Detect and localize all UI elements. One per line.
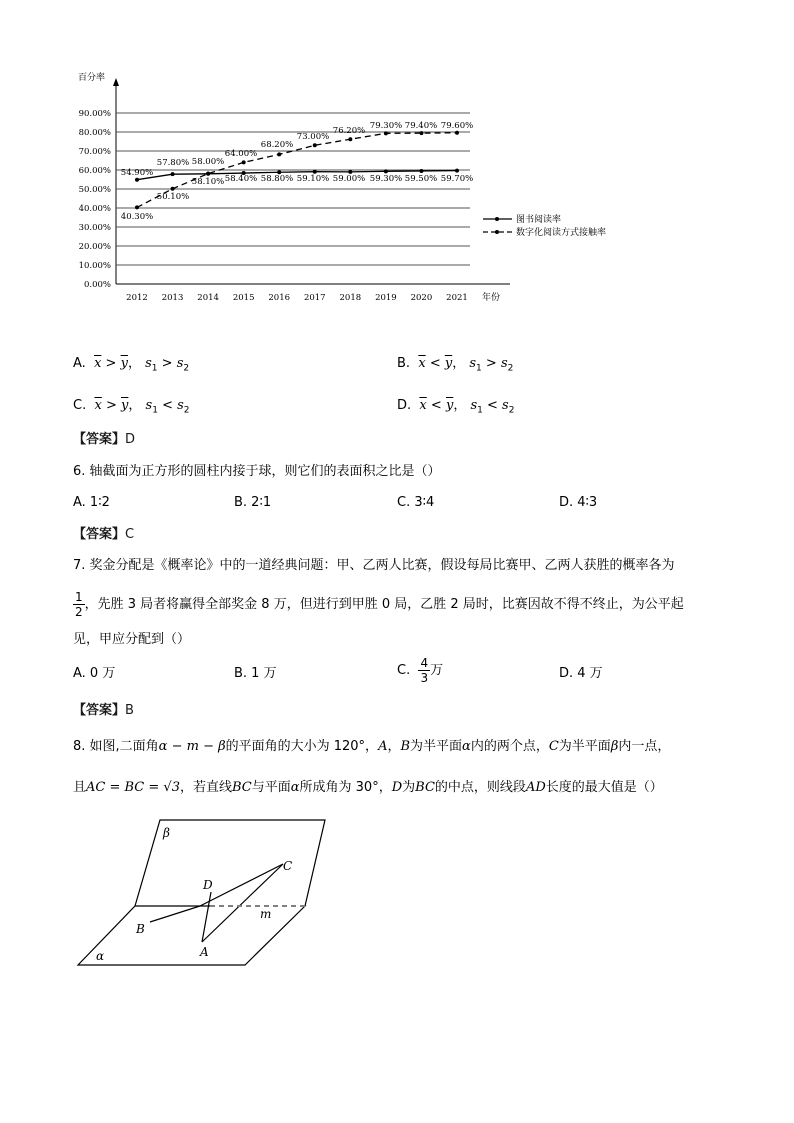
y-tick-label: 80.00%	[78, 128, 111, 138]
dihedral-angle-figure	[70, 815, 340, 975]
data-point-digital-reading	[348, 137, 352, 141]
data-label-digital-reading: 73.00%	[296, 132, 330, 142]
q7-fraction-four-thirds: $\frac{4}{3}$	[420, 656, 429, 685]
x-tick-label: 2015	[232, 293, 255, 303]
x-tick-label: 2014	[197, 293, 219, 303]
q5-option-b: B. $\overline{x} < \overline{y}$， $s_1 > s_2$	[397, 356, 514, 374]
q6-question: 6. 轴截面为正方形的圆柱内接于球，则它们的表面积之比是（）	[73, 464, 441, 479]
data-point-digital-reading	[313, 143, 317, 147]
legend-label-digital-reading: 数字化阅读方式接触率	[516, 228, 607, 238]
data-point-book-reading	[171, 172, 175, 176]
data-label-book-reading: 59.70%	[440, 174, 474, 184]
data-point-digital-reading	[171, 187, 175, 191]
x-tick-label: 2012	[126, 293, 148, 303]
data-point-book-reading	[384, 169, 388, 173]
x-tick-label: 2018	[339, 293, 362, 303]
segment-ca	[202, 864, 283, 942]
data-label-book-reading: 58.40%	[224, 174, 258, 184]
y-tick-label: 90.00%	[78, 109, 111, 119]
x-tick-label: 2020	[410, 293, 433, 303]
y-tick-label: 70.00%	[78, 147, 111, 157]
legend-label-book-reading: 图书阅读率	[516, 215, 562, 225]
x-tick-label: 2013	[161, 293, 184, 303]
q5-option-d: D. $\overline{x} < \overline{y}$， $s_1 < s_2$	[397, 398, 515, 416]
legend-marker-digital-reading	[495, 230, 499, 234]
data-point-digital-reading	[135, 205, 139, 209]
q6-option-c: C. 3∶4	[397, 495, 435, 510]
data-label-book-reading: 54.90%	[120, 168, 154, 178]
q7-option-b: B. 1 万	[234, 666, 277, 681]
q7-line-1: 7. 奖金分配是《概率论》中的一道经典问题：甲、乙两人比赛，假设每局比赛甲、乙两人获胜的概率各为	[73, 558, 675, 573]
y-tick-label: 30.00%	[78, 223, 111, 233]
x-tick-label: 2017	[303, 293, 326, 303]
q5-option-a: A. $\overline{x} > \overline{y}$， $s_1 > s_2$	[73, 356, 190, 374]
q8-line-2: 且AC = BC = √3，若直线BC与平面α所成角为 30°，D为BC的中点，则线段AD长度的最大值是（）	[73, 780, 663, 795]
q7-line-2: $\frac{1}{2}$ ，先胜 3 局者将赢得全部奖金 8 万，但进行到甲胜 0 局，乙胜 2 局时，比赛因故不得不终止，为公平起	[75, 590, 684, 619]
x-tick-label: 2021	[446, 293, 468, 303]
q7-answer: 【答案】B	[73, 703, 134, 718]
q5-answer: 【答案】D	[73, 432, 136, 447]
data-point-digital-reading	[206, 172, 210, 176]
y-tick-label: 40.00%	[78, 204, 111, 214]
data-point-book-reading	[455, 169, 459, 173]
label-alpha: α	[96, 949, 105, 963]
data-label-book-reading: 59.30%	[369, 174, 403, 184]
x-axis-label: 年份	[482, 293, 501, 303]
y-tick-label: 10.00%	[78, 261, 111, 271]
data-point-digital-reading	[419, 131, 423, 135]
q6-option-a: A. 1∶2	[73, 495, 110, 510]
data-point-digital-reading	[455, 131, 459, 135]
x-tick-label: 2019	[375, 293, 397, 303]
y-tick-label: 20.00%	[78, 242, 111, 252]
data-label-digital-reading: 79.60%	[440, 121, 474, 131]
data-label-digital-reading: 79.40%	[404, 121, 438, 131]
data-label-digital-reading: 58.10%	[191, 177, 225, 187]
label-m: m	[260, 907, 272, 921]
data-point-book-reading	[135, 178, 139, 182]
segment-bc	[150, 906, 200, 922]
data-label-book-reading: 57.80%	[156, 158, 190, 168]
q5-option-c: C. $\overline{x} > \overline{y}$， $s_1 < s_2$	[73, 398, 190, 416]
data-label-book-reading: 58.00%	[191, 157, 225, 167]
q6-option-d: D. 4∶3	[559, 495, 598, 510]
label-b: B	[136, 922, 145, 936]
data-label-book-reading: 58.80%	[260, 174, 294, 184]
q6-answer: 【答案】C	[73, 527, 135, 542]
data-point-digital-reading	[384, 131, 388, 135]
q7-line-3: 见，甲应分配到（）	[73, 632, 191, 647]
data-label-digital-reading: 40.30%	[120, 212, 154, 222]
data-label-digital-reading: 79.30%	[369, 121, 403, 131]
q7-option-c: C. $\frac{4}{3}$ 万	[397, 656, 444, 685]
label-d: D	[203, 878, 213, 892]
data-label-book-reading: 59.50%	[404, 174, 438, 184]
reading-rate-chart	[0, 0, 794, 320]
q7-option-a: A. 0 万	[73, 666, 116, 681]
y-axis-arrow	[113, 78, 119, 86]
y-tick-label: 50.00%	[78, 185, 111, 195]
y-tick-label: 60.00%	[78, 166, 111, 176]
y-axis-label: 百分率	[78, 73, 106, 83]
legend-marker-book-reading	[495, 217, 499, 221]
data-point-digital-reading	[242, 160, 246, 164]
data-label-digital-reading: 64.00%	[224, 149, 258, 159]
x-tick-label: 2016	[268, 293, 291, 303]
data-label-digital-reading: 50.10%	[156, 192, 190, 202]
q7-fraction-half: $\frac{1}{2}$	[75, 590, 83, 619]
data-label-digital-reading: 76.20%	[332, 126, 366, 136]
q8-line-1: 8. 如图,二面角α − m − β的平面角的大小为 120°，A，B为半平面α内的两个点，C为半平面β内一点，	[73, 739, 671, 754]
data-label-book-reading: 59.00%	[332, 174, 366, 184]
data-label-digital-reading: 68.20%	[260, 140, 294, 150]
data-point-digital-reading	[277, 152, 281, 156]
q6-option-b: B. 2∶1	[234, 495, 272, 510]
data-point-book-reading	[419, 169, 423, 173]
y-tick-label: 0.00%	[83, 280, 111, 290]
q7-option-d: D. 4 万	[559, 666, 603, 681]
label-c: C	[283, 859, 293, 873]
label-a: A	[200, 945, 209, 959]
label-beta: β	[163, 826, 170, 840]
data-label-book-reading: 59.10%	[296, 174, 330, 184]
